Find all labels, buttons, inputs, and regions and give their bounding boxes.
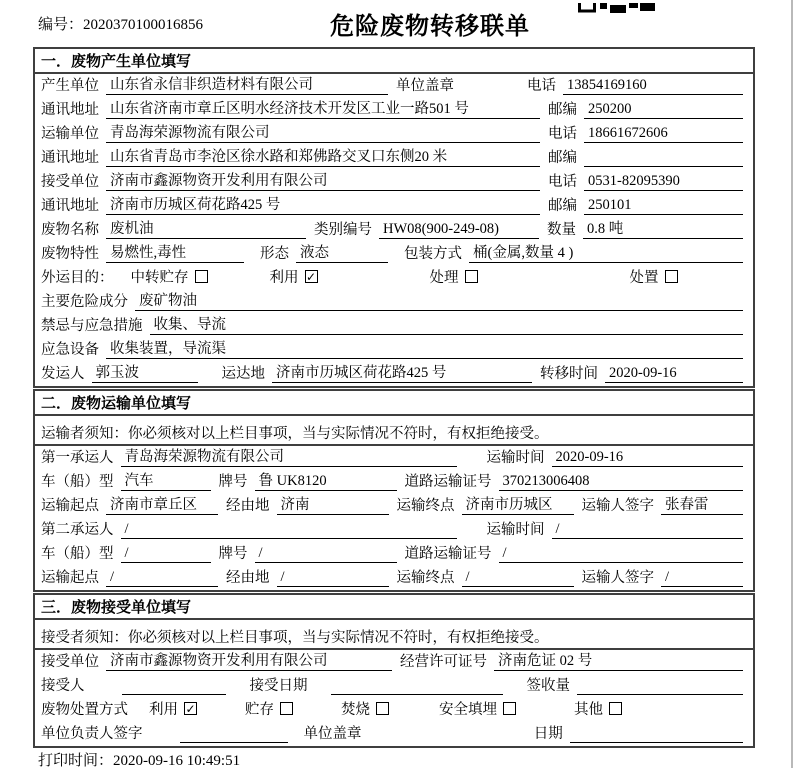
unit-seal2-label: 单位盖章 [303, 726, 362, 742]
transfer-purpose-label: 外运目的： [41, 270, 114, 286]
transporter-notice [35, 416, 753, 446]
emergency-equipment-label: 应急设备 [41, 342, 99, 358]
quantity-label: 数量 [547, 222, 576, 238]
route1-via-label: 经由地 [226, 498, 270, 514]
receiver-notice-text: 你必须核对以上栏目事项，当与实际情况不符时，有权拒绝接受。 [128, 630, 549, 646]
signed-quantity-value [577, 678, 743, 695]
route1-end-label: 运输终点 [396, 498, 455, 514]
route2-sign-label: 运输人签字 [581, 570, 654, 586]
vehicle-type2-label: 车（船）型 [41, 546, 114, 562]
utilize-checkbox: ✓ [305, 269, 317, 284]
waste-name-label: 废物名称 [41, 222, 99, 238]
sign-date-value [570, 726, 743, 743]
disposal-incinerate-checkbox [376, 702, 389, 715]
purpose-option-storage-label: 中转贮存 [130, 270, 189, 286]
route1-start-label: 运输起点 [41, 498, 99, 514]
producer-unit-value: 山东省永信非织造材料有限公司 [106, 73, 388, 95]
purpose-option-dispose-label: 处置 [629, 270, 659, 286]
producer-phone-label: 电话 [527, 78, 556, 94]
accept-unit-label: 接受单位 [41, 654, 99, 670]
section3-title: 三．废物接受单位填写 [35, 595, 753, 620]
row-route1 [35, 494, 753, 518]
receive-phone-label: 电话 [548, 174, 577, 190]
waste-property-value: 易燃性,毒性 [106, 241, 244, 263]
hazard-component-label: 主要危险成分 [41, 294, 128, 310]
plate2-label: 牌号 [218, 546, 248, 562]
route1-end-value: 济南市历城区 [462, 493, 574, 515]
category-code-label: 类别编号 [314, 222, 372, 238]
transport-zip-label: 邮编 [548, 150, 577, 166]
print-time-label: 打印时间： [38, 753, 114, 769]
acceptor-label: 接受人 [41, 678, 85, 694]
print-time-value: 2020-09-16 10:49:51 [113, 753, 241, 769]
route1-start-value: 济南市章丘区 [106, 493, 218, 515]
route1-sign-value: 张春雷 [661, 493, 743, 515]
sign-date-label: 日期 [533, 726, 563, 742]
receiver-notice [35, 620, 753, 650]
serial-value: 2020370100016856 [83, 17, 204, 33]
disposal-storage-checkbox [280, 702, 293, 715]
receive-zip-value: 250101 [584, 197, 743, 215]
hazard-component-value: 废矿物油 [135, 289, 743, 311]
receive-unit-value: 济南市鑫源物资开发利用有限公司 [106, 169, 540, 191]
receive-address-value: 济南市历城区荷花路425 号 [106, 193, 540, 215]
destination-value: 济南市历城区荷花路425 号 [272, 361, 532, 383]
row-disposal-method [35, 698, 753, 722]
row-vehicle1 [35, 470, 753, 494]
disposal-utilize-checkbox: ✓ [185, 701, 196, 716]
row-vehicle2 [35, 542, 753, 566]
transport-address-value: 山东省青岛市李沧区徐水路和郑佛路交叉口东侧20 米 [106, 145, 540, 167]
transport-unit-value: 青岛海荣源物流有限公司 [106, 121, 540, 143]
packing-label: 包装方式 [404, 246, 462, 262]
waste-property-label: 废物特性 [41, 246, 99, 262]
producer-address-value: 山东省济南市章丘区明水经济技术开发区工业一路501 号 [106, 97, 540, 119]
receive-zip-label: 邮编 [548, 198, 577, 214]
road-license1-label: 道路运输证号 [404, 474, 492, 490]
row-hazard-component [35, 290, 753, 314]
quantity-value: 0.8 吨 [583, 217, 743, 239]
page-edge-line [791, 0, 793, 768]
row-waste-property [35, 242, 753, 266]
transport-phone-label: 电话 [548, 126, 577, 142]
row-shipper [35, 362, 753, 386]
disposal-option-storage [245, 698, 293, 719]
purpose-option-dispose [630, 266, 678, 287]
signed-quantity-label: 签收量 [526, 678, 570, 694]
section2-title: 二．废物运输单位填写 [35, 391, 753, 416]
transporter-notice-text: 你必须核对以上栏目事项，当与实际情况不符时，有权拒绝接受。 [128, 426, 549, 442]
row-second-carrier [35, 518, 753, 542]
row-first-carrier [35, 446, 753, 470]
plate2-value: / [255, 545, 397, 563]
row-responsible-signature [35, 722, 753, 746]
receive-address-label: 通讯地址 [41, 198, 99, 214]
plate1-value: 鲁 UK8120 [255, 469, 397, 491]
accept-unit-value: 济南市鑫源物资开发利用有限公司 [106, 649, 392, 671]
producer-zip-value: 250200 [584, 101, 743, 119]
second-carrier-value: / [121, 521, 457, 539]
row-producer-unit [35, 74, 753, 98]
row-accept-unit [35, 650, 753, 674]
row-taboo-measures [35, 314, 753, 338]
disposal-option-landfill [439, 698, 516, 719]
transfer-time-value: 2020-09-16 [605, 365, 743, 383]
transport-address-label: 通讯地址 [41, 150, 99, 166]
transport-zip-value [584, 150, 743, 167]
receive-unit-label: 接受单位 [41, 174, 99, 190]
row-waste-name [35, 218, 753, 242]
vehicle-type2-value: / [121, 545, 211, 563]
transport-time2-value: / [552, 521, 744, 539]
transporter-notice-label: 运输者须知： [41, 426, 128, 442]
route2-end-value: / [462, 569, 574, 587]
route2-sign-value: / [661, 569, 743, 587]
destination-label: 运达地 [221, 366, 265, 382]
route2-start-value: / [106, 569, 218, 587]
purpose-option-treat [430, 266, 478, 287]
row-receive-address [35, 194, 753, 218]
dispose-checkbox [665, 270, 678, 283]
operating-license-value: 济南危证 02 号 [494, 649, 743, 671]
transport-phone-value: 18661672606 [584, 125, 743, 143]
producer-zip-label: 邮编 [548, 102, 577, 118]
form-title: 危险废物转移联单 [330, 13, 530, 40]
first-carrier-value: 青岛海荣源物流有限公司 [121, 445, 457, 467]
disposal-option-utilize-label: 利用 [149, 702, 178, 718]
row-transfer-purpose [35, 266, 753, 290]
waste-name-value: 废机油 [106, 217, 306, 239]
storage-checkbox [195, 270, 208, 283]
vehicle-type1-label: 车（船）型 [41, 474, 114, 490]
producer-unit-label: 产生单位 [41, 78, 99, 94]
unit-seal-label: 单位盖章 [396, 78, 454, 94]
disposal-other-checkbox [609, 702, 622, 715]
row-acceptor [35, 674, 753, 698]
shipper-value: 郭玉波 [92, 361, 198, 383]
route1-via-value: 济南 [277, 493, 389, 515]
qr-code-icon [578, 0, 656, 10]
disposal-option-other [574, 698, 622, 719]
route2-via-label: 经由地 [226, 570, 270, 586]
disposal-option-utilize [149, 698, 197, 719]
disposal-option-other-label: 其他 [574, 702, 603, 718]
purpose-option-utilize [270, 266, 318, 287]
row-receive-unit [35, 170, 753, 194]
form-state-value: 液态 [296, 241, 388, 263]
route1-sign-label: 运输人签字 [581, 498, 654, 514]
transfer-time-label: 转移时间 [540, 366, 598, 382]
vehicle-type1-value: 汽车 [121, 469, 211, 491]
producer-phone-value: 13854169160 [563, 77, 743, 95]
section1-title: 一．废物产生单位填写 [35, 49, 753, 74]
road-license2-value: / [499, 545, 744, 563]
serial-number [38, 13, 203, 34]
plate1-label: 牌号 [218, 474, 248, 490]
purpose-option-utilize-label: 利用 [269, 270, 299, 286]
responsible-signature-value [180, 726, 288, 743]
shipper-label: 发运人 [41, 366, 85, 382]
second-carrier-label: 第二承运人 [41, 522, 114, 538]
accept-date-value [331, 678, 503, 695]
form-state-label: 形态 [260, 246, 289, 262]
route2-via-value: / [277, 569, 389, 587]
disposal-option-incinerate [341, 698, 389, 719]
transport-time2-label: 运输时间 [486, 522, 545, 538]
road-license2-label: 道路运输证号 [404, 546, 492, 562]
responsible-signature-label: 单位负责人签字 [41, 726, 143, 742]
receive-phone-value: 0531-82095390 [584, 173, 743, 191]
acceptor-value [122, 678, 226, 695]
accept-date-label: 接受日期 [249, 678, 308, 694]
packing-value: 桶(金属,数量 4 ) [469, 241, 743, 263]
transport-unit-label: 运输单位 [41, 126, 99, 142]
serial-label: 编号： [38, 17, 84, 33]
row-producer-address [35, 98, 753, 122]
receiver-notice-label: 接受者须知： [41, 630, 128, 646]
route2-start-label: 运输起点 [41, 570, 99, 586]
disposal-option-landfill-label: 安全填埋 [439, 702, 497, 718]
producer-address-label: 通讯地址 [41, 102, 99, 118]
disposal-option-storage-label: 贮存 [245, 702, 274, 718]
disposal-option-incinerate-label: 焚烧 [341, 702, 370, 718]
purpose-option-storage [131, 266, 208, 287]
row-emergency-equipment [35, 338, 753, 362]
purpose-option-treat-label: 处理 [429, 270, 459, 286]
road-license1-value: 370213006408 [499, 473, 744, 491]
disposal-method-label: 废物处置方式 [41, 702, 128, 718]
emergency-equipment-value: 收集装置，导流渠 [106, 337, 743, 359]
row-transport-address [35, 146, 753, 170]
transport-time1-label: 运输时间 [486, 450, 545, 466]
transport-time1-value: 2020-09-16 [552, 449, 744, 467]
category-code-value: HW08(900-249-08) [379, 221, 539, 239]
taboo-measures-label: 禁忌与应急措施 [41, 318, 143, 334]
operating-license-label: 经营许可证号 [400, 654, 487, 670]
first-carrier-label: 第一承运人 [41, 450, 114, 466]
route2-end-label: 运输终点 [396, 570, 455, 586]
section-receiver [33, 593, 755, 748]
print-time [38, 749, 240, 770]
disposal-landfill-checkbox [503, 702, 516, 715]
section-producer [33, 47, 755, 388]
taboo-measures-value: 收集、导流 [150, 313, 744, 335]
row-transport-unit [35, 122, 753, 146]
row-route2 [35, 566, 753, 590]
section-transporter [33, 389, 755, 592]
treat-checkbox [465, 270, 478, 283]
